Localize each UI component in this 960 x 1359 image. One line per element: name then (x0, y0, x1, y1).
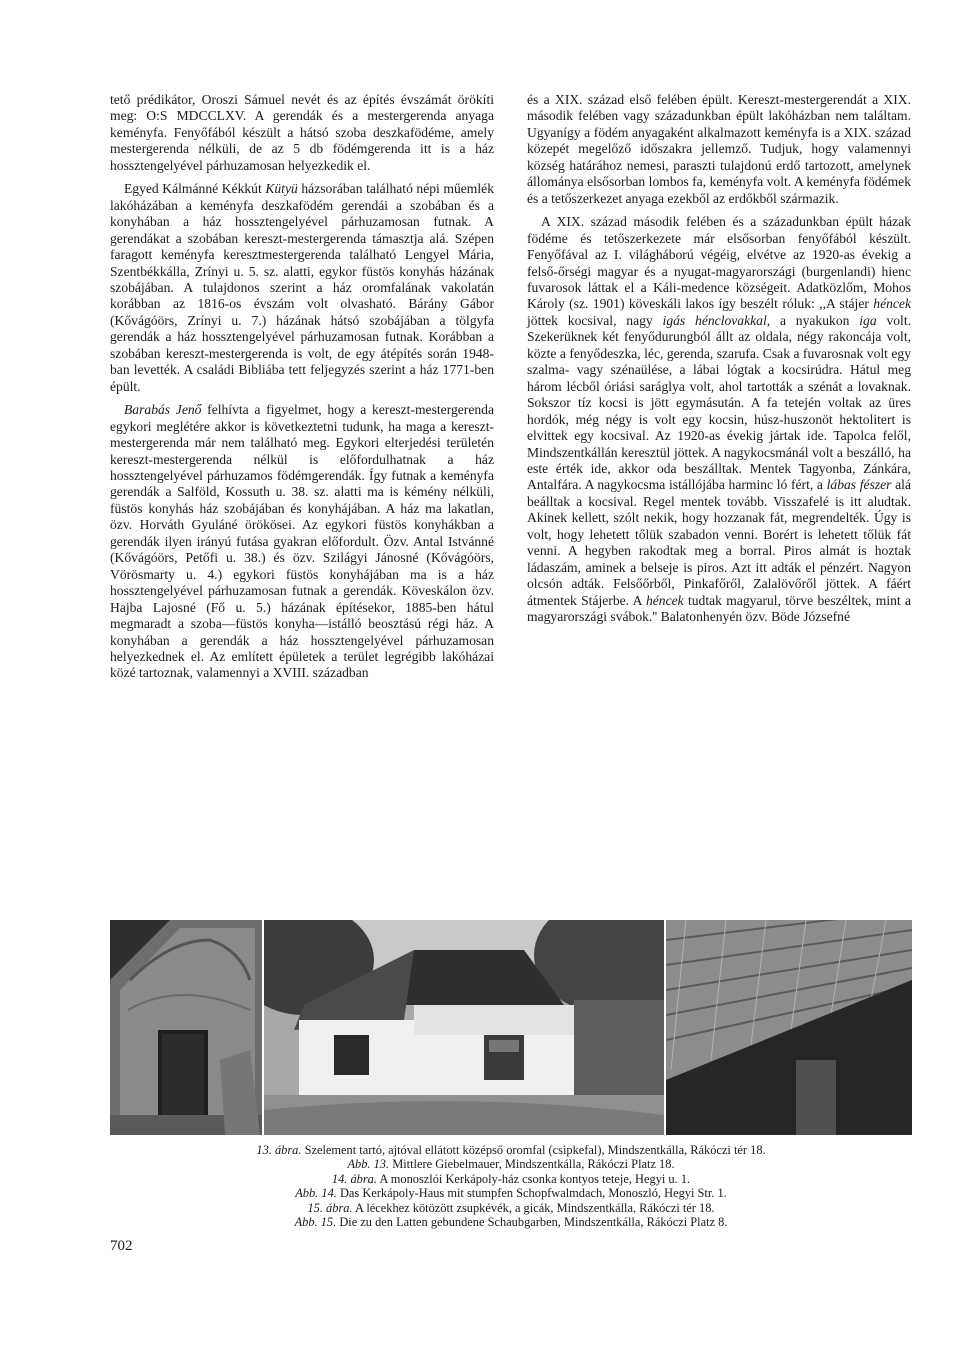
caption-text: A monoszlói Kerkápoly-ház csonka kontyos teteje, Hegyi u. 1. (376, 1172, 691, 1186)
caption-label: 15. ábra. (307, 1201, 353, 1215)
caption-label: Abb. 14. (295, 1186, 337, 1200)
photo-kerkapoly-house-drawing (264, 920, 664, 1135)
caption-label: Abb. 15. (294, 1215, 337, 1229)
caption-15-de (110, 1215, 912, 1230)
text-run: házsorában található népi műemlék lakóházában a keményfa deszkafödém gerendái a szobában és a konyhában a ház hossztengelyével párhuzamosan futnak. A gerendákat a szobában kereszt-mestergerenda támasztja alá. Szépen faragott keményfa keresztmestergerenda található Lengyel Mária, Szentbékkálla, Zrínyi u. 5. sz. alatti, egykor füstös konyhás házának szobájában. A tulajdonos szerint a ház oromfalának vakolatán korábban az 1816-os évszám volt olvasható. Bárány Gábor (Kővágóörs, Zrínyi u. 7.) házának hátsó szobájában a tölgyfa gerendák a ház hossztengelyével párhuzamosan futnak. Korábban a szobában kereszt-mestergerenda is volt, de egy átépítés során 1948-ban levették. A családi Bibliába tett feljegyzés szerint a ház 1771-ben épült. (110, 181, 494, 394)
paragraph: és a XIX. század első felében épült. Kereszt-mestergerendát a XIX. második felében vagy századunkban épült lakóházban nem találtam. Ugyanígy a födém anyagaként alkalmazott keményfa is a XIX. század közepét megelőző időszakra jellemző. Tudjuk, hogy valamennyi község határához nemesi, paraszti tulajdonú erdő tartozott, amelynek állománya elsősorban lombos fa, keményfa volt. A keményfa födémek és a tetőszerkezet anyaga ezekből az erdőkből származik. (527, 92, 911, 206)
caption-text: Das Kerkápoly-Haus mit stumpfen Schopfwalmdach, Monoszló, Hegyi Str. 1. (336, 1186, 727, 1200)
photo-gable-wall (110, 920, 262, 1135)
photo-thatch-bundles-drawing (666, 920, 912, 1135)
caption-label: 14. ábra. (331, 1172, 377, 1186)
paragraph (110, 181, 494, 395)
photo-kerkapoly-house (264, 920, 664, 1135)
page-number: 702 (110, 1238, 133, 1254)
italic-term: héncek (873, 296, 911, 312)
photo-thatch-bundles (666, 920, 912, 1135)
italic-term: héncek (645, 592, 684, 608)
caption-text: Szelement tartó, ajtóval ellátott középső oromfal (csipkefal), Mindszentkálla, Rákóczi tér 18. (301, 1143, 766, 1157)
caption-text: Mittlere Giebelmauer, Mindszentkálla, Rákóczi Platz 18. (389, 1157, 675, 1171)
text-run: A XIX. század második felében és a századunkban épült házak födéme és tetőszerkezete már elsősorban fenyőfából készült. Fenyőfával az I. világháború végéig, elvétve az 1920-as évekig a felső-őrségi magyar és a nyugat-magyarországi (burgenlandi) hienc fuvarosok láttak el a Káli-medence községeit. Adatközlőm, Mohos Károly (sz. 1901) köveskáli lakos így beszélt róluk: ,,A stájer (527, 214, 911, 312)
text-run: alá beálltak a kocsival. Regel mentek tovább. Visszafelé is itt aludtak. Akinek kellett, szólt nekik, hogy hozzanak fát, megrendelték. Úgy is volt, hogy lehetett tőlük szabadon venni. Borért is lehetett tőlük fát venni. A hegyben rakodtak meg a borral. Piros almát is hoztak ládaszám, aminek a belseje is piros. Azt itt adták el pénzért. Nagyon olcsón adták. Felsőőrből, Pinkafőről, Zalalövőről jöttek. A fáért átmentek Stájerbe. A (527, 477, 911, 608)
text-run: tudtak magyarul, törve beszéltek, mint a magyarországi svábok.'' Balatonhenyén özv. Böde Józsefné (527, 592, 911, 625)
caption-label: 13. ábra. (256, 1143, 302, 1157)
text-run: jöttek kocsival, nagy (527, 312, 663, 328)
text-column-right (527, 92, 911, 626)
paragraph (110, 402, 494, 682)
caption-text: A lécekhez kötözött zsupkévék, a gicák, Mindszentkálla, Rákóczi tér 18. (352, 1201, 715, 1215)
italic-term: Kütyü (265, 181, 298, 197)
paragraph: tető prédikátor, Oroszi Sámuel nevét és az építés évszámát örökíti meg: O:S MDCCLXV. A gerendák és a mestergerenda anyaga keményfa. Fenyőfából készült a hátsó szoba deszkafödéme, amely mestergerenda nélküli, de az 5 db födémgerenda itt is a ház hossztengelyével párhuzamosan helyezkedik el. (110, 92, 494, 173)
text-column-left (110, 92, 494, 682)
italic-term: lábas fészer (826, 477, 892, 493)
italic-term: igás hénclovakkal (662, 312, 767, 328)
text-run: , a nyakukon (766, 312, 860, 328)
text-run: Egyed Kálmánné Kékkút (124, 181, 266, 197)
photo-gable-wall-drawing (110, 920, 262, 1135)
text-run: volt. Szekerüknek két fenyődurungból állt az oldala, négy rakoncája volt, közte a fenyődeszka, léc, gerenda, szarufa. Csak a fuvarosnak volt egy szalma- vagy szénaülése, a lábai lógtak a kocsirúdra. Hátul meg három lécből óriási saráglya volt, ahol tartották a szénát a lovaknak. Sokszor tíz kocsi is jött egymásután. A fa tetején voltak az üres hordók, még négy is volt egy kocsin, húsz-huszonöt hektolitert is elvittek egy kocsival. Az 1920-as évekig jártak ide. Tapolca felől, Mindszentkállán keresztül jöttek. A nagykocsmánál volt a beszálló, ha este érték ide, akkor oda beszálltak. Mentek Tagyonba, Zánkára, Antalfára. A nagykocsma istállójába harminc ló fért, a (527, 312, 911, 493)
caption-15-hu (110, 1201, 912, 1216)
paragraph (527, 214, 911, 625)
italic-author: Barabás Jenő (124, 402, 202, 418)
caption-label: Abb. 13. (347, 1157, 390, 1171)
italic-term: iga (859, 312, 877, 328)
caption-text: Die zu den Latten gebundene Schaubgarben, Mindszentkálla, Rákóczi Platz 8. (336, 1215, 728, 1229)
caption-14-de (110, 1186, 912, 1201)
caption-13-de (110, 1157, 912, 1172)
caption-13-hu (110, 1143, 912, 1158)
text-run: felhívta a figyelmet, hogy a kereszt-mestergerenda egykori meglétére akkor is következtetni tudunk, ha maga a kereszt-mestergerenda már nem található meg. Egykori elterjedési területén kereszt-mestergerenda nélkül is előfordulhatnak a ház hossztengelyével párhuzamos födémgerendák. Így futnak a keményfa gerendák a Salföld, Kossuth u. 38. sz. alatti ma is kémény nélküli, füstös konyhás ház szobájában és konyhájában. A ház ma lakatlan, özv. Horváth Gyuláné örökösei. Az egykori füstös konyhákban a gerendák ilyen irányú futása gyakran előfordult. Özv. Antal Istvánné (Kővágóörs, Petőfi u. 38.) és özv. Szilágyi Jánosné (Kővágóörs, Vörösmarty u. 4.) egykori füstös konyhájában ma is a ház hossztengelyével párhuzamosan futnak a gerendák. Köveskálon özv. Hajba Lajosné (Fő u. 5.) házának építésekor, 1885-ben hátul megmaradt a szoba—füstös konyha—istálló beosztású régi ház. A konyhában a gerendák a ház hossztengelyével párhuzamosan helyezkednek el. Az említett épületek a terület legrégibb lakóházai közé tartoznak, valamennyi a XVIII. században (110, 402, 494, 681)
caption-14-hu (110, 1172, 912, 1187)
